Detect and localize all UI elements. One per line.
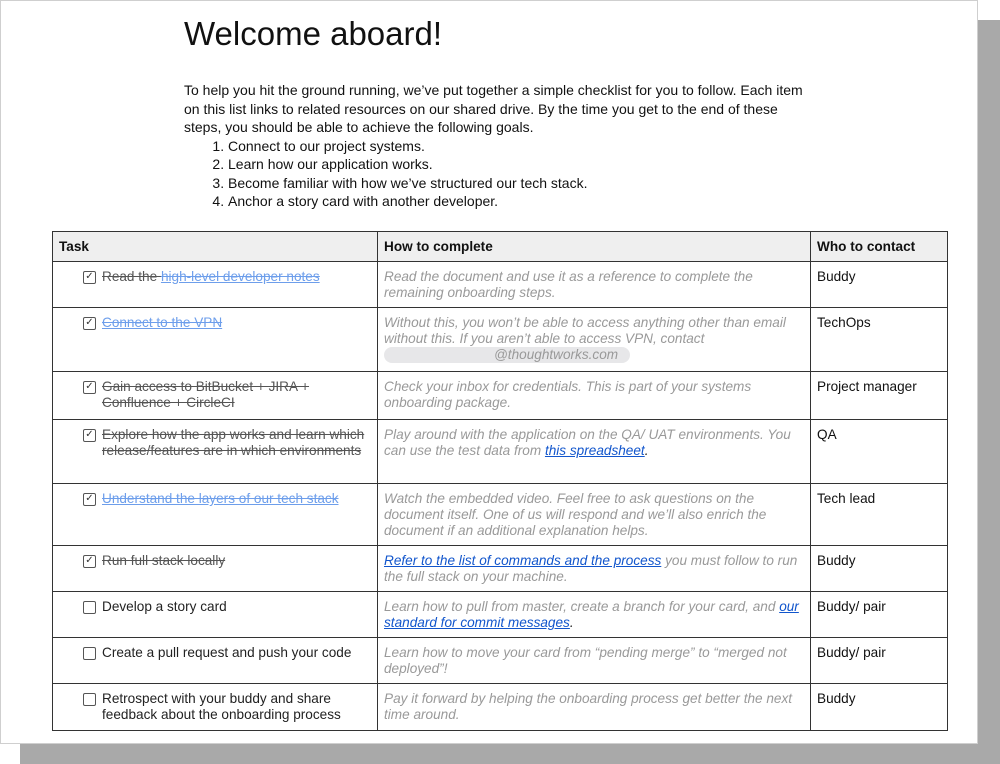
table-row bbox=[53, 684, 948, 731]
how-text: Read the document and use it as a reference to complete the remaining onboarding steps. bbox=[378, 262, 811, 308]
table-row bbox=[53, 262, 948, 308]
checkbox-checked[interactable]: ✓ bbox=[83, 555, 96, 568]
intro bbox=[184, 81, 804, 211]
checkbox-unchecked[interactable] bbox=[83, 693, 96, 706]
punctuation: . bbox=[644, 443, 649, 458]
contact: Tech lead bbox=[811, 484, 948, 546]
checkbox-unchecked[interactable] bbox=[83, 647, 96, 660]
contact: Buddy bbox=[811, 684, 948, 731]
header-who: Who to contact bbox=[811, 232, 948, 262]
contact: Buddy/ pair bbox=[811, 638, 948, 684]
task-text: Read the bbox=[102, 269, 161, 284]
goal-item: 3. Become familiar with how we’ve structured our tech stack. bbox=[228, 174, 804, 193]
checkbox-unchecked[interactable] bbox=[83, 601, 96, 614]
table-row bbox=[53, 546, 948, 592]
table-header-row bbox=[53, 232, 948, 262]
table-row bbox=[53, 308, 948, 372]
how-text: Learn how to pull from master, create a branch for your card, and bbox=[384, 599, 780, 614]
header-how: How to complete bbox=[378, 232, 811, 262]
how-text: Learn how to move your card from “pending merge” to “merged not deployed”! bbox=[378, 638, 811, 684]
onboarding-checklist-table bbox=[52, 231, 948, 731]
contact: Project manager bbox=[811, 372, 948, 420]
goal-item: 2. Learn how our application works. bbox=[228, 155, 804, 174]
page-title: Welcome aboard! bbox=[184, 15, 443, 52]
checkbox-checked[interactable]: ✓ bbox=[83, 429, 96, 442]
table-row bbox=[53, 638, 948, 684]
contact: QA bbox=[811, 420, 948, 484]
task-text: Run full stack locally bbox=[102, 553, 226, 568]
how-text: you must follow to run the full stack on your machine. bbox=[384, 553, 798, 584]
checkbox-checked[interactable]: ✓ bbox=[83, 381, 96, 394]
table-row bbox=[53, 592, 948, 638]
checkbox-checked[interactable]: ✓ bbox=[83, 493, 96, 506]
task-link[interactable]: Understand the layers of our tech stack bbox=[102, 491, 339, 506]
task-text: Explore how the app works and learn which release/features are in which environments bbox=[102, 427, 365, 458]
punctuation: . bbox=[569, 615, 574, 630]
task-text: Gain access to BitBucket + JIRA + Confluence + CircleCI bbox=[102, 379, 310, 410]
how-text: Watch the embedded video. Feel free to ask questions on the document itself. One of us will respond and we’ll also enrich the document if an additional explanation helps. bbox=[378, 484, 811, 546]
table-row bbox=[53, 420, 948, 484]
checkbox-checked[interactable]: ✓ bbox=[83, 317, 96, 330]
commands-link[interactable]: Refer to the list of commands and the process bbox=[384, 553, 662, 568]
goal-item: 4. Anchor a story card with another developer. bbox=[228, 192, 804, 211]
goal-item: 1. Connect to our project systems. bbox=[228, 137, 804, 156]
how-text: Check your inbox for credentials. This is part of your systems onboarding package. bbox=[378, 372, 811, 420]
contact: Buddy/ pair bbox=[811, 592, 948, 638]
checkbox-checked[interactable]: ✓ bbox=[83, 271, 96, 284]
contact: TechOps bbox=[811, 308, 948, 372]
spreadsheet-link[interactable]: this spreadsheet bbox=[544, 443, 645, 458]
redacted-email: @thoughtworks.com bbox=[384, 347, 630, 363]
task-text: Develop a story card bbox=[102, 599, 227, 614]
header-task: Task bbox=[53, 232, 378, 262]
table-row bbox=[53, 484, 948, 546]
how-text: Pay it forward by helping the onboarding process get better the next time around. bbox=[378, 684, 811, 731]
goals-list bbox=[184, 137, 804, 211]
contact: Buddy bbox=[811, 546, 948, 592]
table-row bbox=[53, 372, 948, 420]
how-text: Without this, you won’t be able to access anything other than email without this. If you aren’t able to access VPN, contact bbox=[384, 315, 786, 346]
commit-standard-link[interactable]: our standard for commit messages bbox=[384, 599, 799, 630]
task-link[interactable]: Connect to the VPN bbox=[102, 315, 223, 330]
task-link[interactable]: high-level developer notes bbox=[160, 269, 320, 284]
task-text: Create a pull request and push your code bbox=[102, 645, 352, 660]
intro-paragraph: To help you hit the ground running, we’ve put together a simple checklist for you to follow. Each item on this list links to related resources on our shared drive. By the time you get to the end of these steps, you should be able to achieve the following goals. bbox=[184, 82, 803, 135]
contact: Buddy bbox=[811, 262, 948, 308]
how-text: Play around with the application on the QA/ UAT environments. You can use the test data from bbox=[384, 427, 791, 458]
task-text: Retrospect with your buddy and share feedback about the onboarding process bbox=[102, 691, 341, 722]
